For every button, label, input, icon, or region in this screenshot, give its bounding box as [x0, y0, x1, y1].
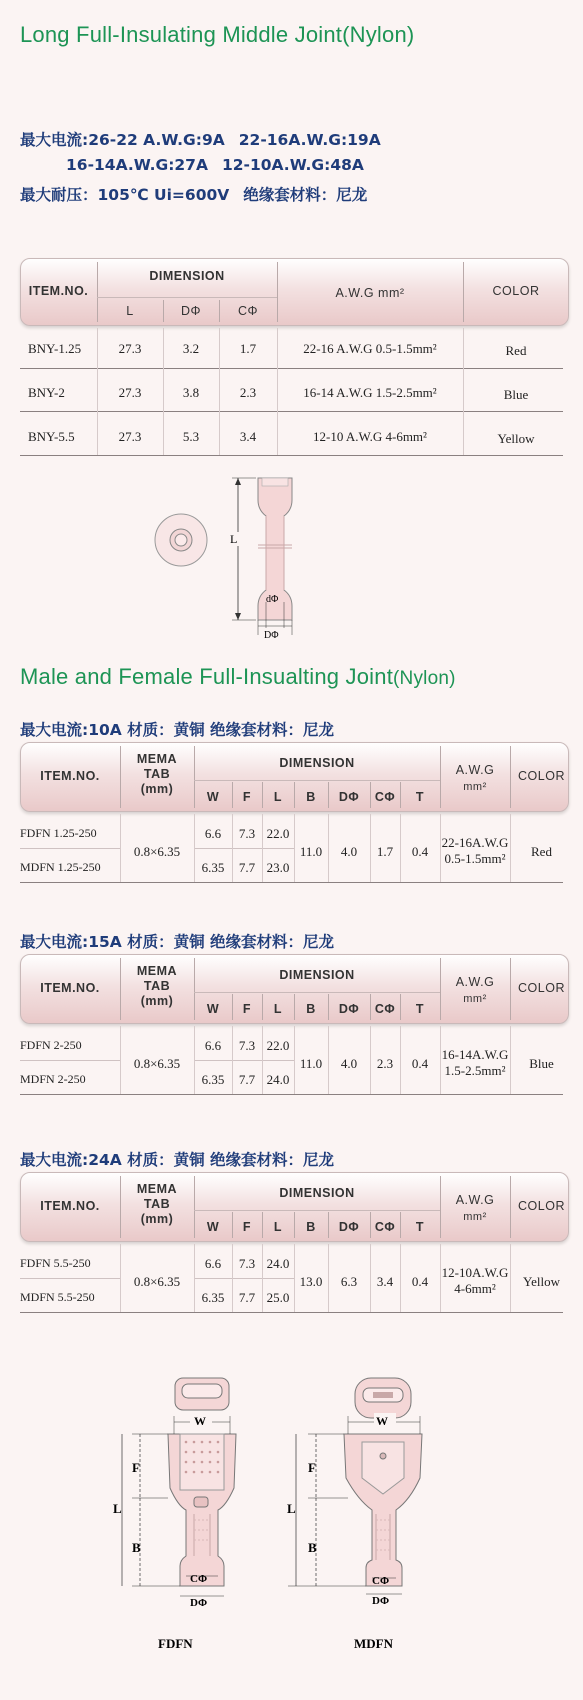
awg-value: 22-16A.W.G 0.5-1.5mm² — [441, 835, 509, 866]
col-dimension: DIMENSION — [279, 968, 355, 982]
col-F: F — [242, 1002, 252, 1016]
dim-T-value: 0.4 — [411, 844, 429, 859]
dim-B-value: 11.0 — [299, 1056, 323, 1071]
dim-L-label: L — [230, 532, 238, 546]
col-C: CΦ — [374, 1002, 396, 1016]
col-W: W — [206, 1002, 220, 1016]
fdfn-connector-icon — [168, 1378, 236, 1586]
col-item: ITEM.NO. — [40, 769, 100, 783]
dim-C-value: 2.3 — [376, 1056, 394, 1071]
col-L: L — [126, 304, 134, 318]
col-item: ITEM.NO. — [28, 284, 89, 298]
col-mema-tab: MEMA TAB (mm) — [136, 1182, 178, 1226]
col-F: F — [242, 790, 252, 804]
col-dimension: DIMENSION — [149, 269, 225, 283]
col-item: ITEM.NO. — [40, 981, 100, 995]
col-L: L — [273, 790, 283, 804]
col-C: CΦ — [374, 790, 396, 804]
current-spec-line2: 16-14A.W.G:27A 12-10A.W.G:48A — [66, 156, 364, 174]
table-spec: 最大电流:24A 材质：黄铜 绝缘套材料：尼龙 — [20, 1151, 335, 1169]
dim-L-label: L — [287, 1501, 296, 1516]
dim-W-label: W — [194, 1414, 206, 1428]
col-W: W — [206, 790, 220, 804]
dim-T-value: 0.4 — [411, 1056, 429, 1071]
dim-B-value: 13.0 — [299, 1274, 323, 1289]
dim-D-value: 6.3 — [340, 1274, 358, 1289]
col-B: B — [306, 1002, 316, 1016]
voltage-spec-line: 最大耐压：105℃ Ui=600V 绝缘套材料：尼龙 — [20, 186, 368, 204]
col-dimension: DIMENSION — [279, 756, 355, 770]
section1-title: Long Full-Insulating Middle Joint(Nylon) — [20, 22, 415, 47]
col-dimension: DIMENSION — [279, 1186, 355, 1200]
color-value: Yellow — [523, 1274, 560, 1289]
col-W: W — [206, 1220, 220, 1234]
col-awg: A.W.G mm² — [455, 975, 495, 1005]
col-L: L — [273, 1220, 283, 1234]
end-view-icon — [155, 514, 207, 566]
color-value: Blue — [529, 1056, 554, 1071]
col-B: B — [306, 790, 316, 804]
dim-D-label: DΦ — [190, 1597, 208, 1609]
section2-title: Male and Female Full-Insualting Joint(Nylon) — [20, 664, 456, 689]
col-F: F — [242, 1220, 252, 1234]
dim-L-label: L — [113, 1501, 122, 1516]
col-T: T — [415, 790, 425, 804]
dim-C-value: 1.7 — [376, 844, 394, 859]
col-color: COLOR — [518, 769, 565, 783]
col-color: COLOR — [492, 284, 540, 298]
color-value: Red — [531, 844, 552, 859]
dim-d-label: dΦ — [266, 594, 279, 605]
mema-tab-value: 0.8×6.35 — [133, 844, 181, 859]
table-spec: 最大电流:10A 材质：黄铜 绝缘套材料：尼龙 — [20, 721, 335, 739]
dim-D-label: DΦ — [264, 630, 279, 640]
fdfn-caption: FDFN — [158, 1636, 193, 1651]
dim-C-value: 3.4 — [376, 1274, 394, 1289]
current-spec-line1: 最大电流:26-22 A.W.G:9A 22-16A.W.G:19A — [20, 131, 381, 149]
col-D: DΦ — [338, 1002, 360, 1016]
col-B: B — [306, 1220, 316, 1234]
col-D: DΦ — [338, 790, 360, 804]
col-D: DΦ — [180, 304, 201, 318]
col-D: DΦ — [338, 1220, 360, 1234]
dim-W-label: W — [376, 1414, 388, 1428]
mdfn-connector-icon — [344, 1378, 422, 1586]
dim-B-label: B — [308, 1540, 317, 1555]
col-awg: A.W.G mm² — [335, 286, 405, 300]
col-T: T — [415, 1220, 425, 1234]
col-color: COLOR — [518, 981, 565, 995]
dim-F-label: F — [308, 1460, 316, 1475]
dim-C-label: CΦ — [372, 1575, 390, 1587]
col-color: COLOR — [518, 1199, 565, 1213]
mema-tab-value: 0.8×6.35 — [133, 1056, 181, 1071]
dim-F-label: F — [132, 1460, 140, 1475]
dim-D-label: DΦ — [372, 1595, 390, 1607]
col-awg: A.W.G mm² — [455, 1193, 495, 1223]
table-spec: 最大电流:15A 材质：黄铜 绝缘套材料：尼龙 — [20, 933, 335, 951]
dim-D-value: 4.0 — [340, 1056, 358, 1071]
mdfn-caption: MDFN — [354, 1636, 393, 1651]
dim-B-label: B — [132, 1540, 141, 1555]
fdfn-mdfn-diagram — [110, 1370, 490, 1655]
col-mema-tab: MEMA TAB (mm) — [136, 964, 178, 1008]
awg-value: 16-14A.W.G 1.5-2.5mm² — [441, 1047, 509, 1078]
col-mema-tab: MEMA TAB (mm) — [136, 752, 178, 796]
col-C: CΦ — [237, 304, 258, 318]
dim-C-label: CΦ — [190, 1573, 208, 1585]
awg-value: 12-10A.W.G 4-6mm² — [441, 1265, 509, 1296]
dim-D-value: 4.0 — [340, 844, 358, 859]
col-T: T — [415, 1002, 425, 1016]
col-item: ITEM.NO. — [40, 1199, 100, 1213]
col-awg: A.W.G mm² — [455, 763, 495, 793]
bny-connector-diagram — [150, 470, 370, 640]
dim-T-value: 0.4 — [411, 1274, 429, 1289]
mema-tab-value: 0.8×6.35 — [133, 1274, 181, 1289]
col-L: L — [273, 1002, 283, 1016]
dim-B-value: 11.0 — [299, 844, 323, 859]
col-C: CΦ — [374, 1220, 396, 1234]
